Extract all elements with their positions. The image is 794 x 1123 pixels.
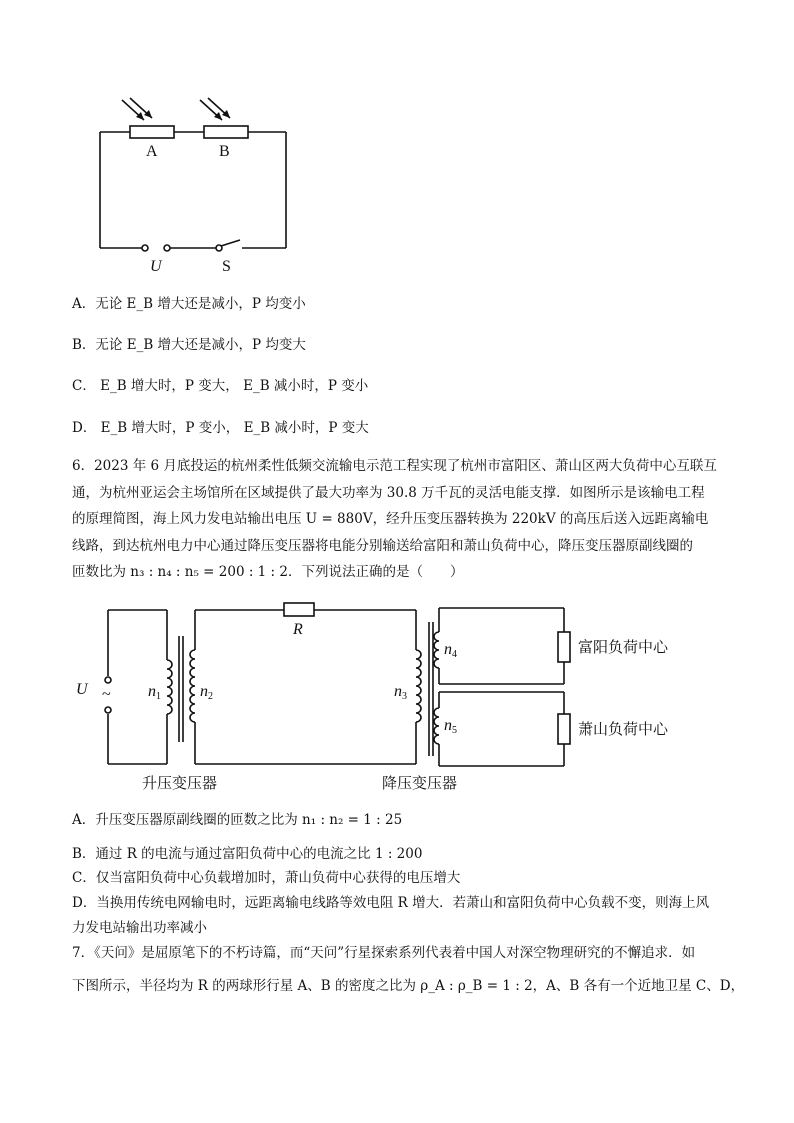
resistor-r-label: R — [293, 621, 303, 638]
step-up-transformer-label: 升压变压器 — [142, 774, 218, 792]
coil-n4-label: n4 — [444, 641, 457, 660]
load-fuyang-label: 富阳负荷中心 — [578, 638, 669, 656]
step-down-transformer-label: 降压变压器 — [382, 774, 458, 792]
source-u-label: U — [76, 681, 88, 698]
q7-stem-line-2: 下图所示，半径均为 R 的两球形行星 A、B 的密度之比为 ρ_A : ρ_B = 1 : 2，A、B 各有一个近地卫星 C、D， — [72, 978, 745, 994]
ac-tilde-symbol: ~ — [102, 686, 111, 703]
q5-option-a: A．无论 E_B 增大还是减小，P 均变小 — [72, 296, 306, 312]
q5-option-d: D． E_B 增大时，P 变小， E_B 减小时，P 变大 — [72, 420, 369, 436]
figure-transmission-circuit — [72, 596, 722, 798]
resistor-b-label: B — [219, 143, 230, 160]
resistor-a-label: A — [146, 143, 158, 160]
circuit-diagram-1 — [98, 96, 298, 278]
voltage-u-label: U — [150, 258, 162, 275]
coil-n5-label: n5 — [444, 717, 457, 736]
q6-stem-line-5: 匝数比为 n₃ : n₄ : n₅ = 200 : 1 : 2．下列说法正确的是（ ） — [72, 564, 464, 580]
load-xiaoshan-label: 萧山负荷中心 — [578, 720, 669, 738]
q5-option-c: C． E_B 增大时，P 变大， E_B 减小时，P 变小 — [72, 378, 369, 394]
circuit-diagram-2 — [72, 596, 722, 798]
q6-option-c: C．仅当富阳负荷中心负载增加时，萧山负荷中心获得的电压增大 — [72, 870, 461, 886]
figure-photoresistor-circuit — [98, 96, 298, 278]
q6-option-b: B．通过 R 的电流与通过富阳负荷中心的电流之比 1 : 200 — [72, 846, 423, 862]
q6-option-a: A．升压变压器原副线圈的匝数之比为 n₁ : n₂ = 1 : 25 — [72, 812, 403, 828]
q6-option-d-line-2: 力发电站输出功率减小 — [72, 920, 207, 936]
switch-s-label: S — [222, 258, 231, 275]
q6-stem-line-2: 通，为杭州亚运会主场馆所在区域提供了最大功率为 30.8 万千瓦的灵活电能支撑．如图所示是该输电工程 — [72, 485, 705, 501]
q6-stem-line-3: 的原理简图，海上风力发电站输出电压 U = 880V，经升压变压器转换为 220kV 的高压后送入远距离输电 — [72, 511, 709, 527]
q6-stem-line-1: 6．2023 年 6 月底投运的杭州柔性低频交流输电示范工程实现了杭州市富阳区、萧山区两大负荷中心互联互 — [72, 458, 717, 474]
q5-option-b: B．无论 E_B 增大还是减小，P 均变大 — [72, 337, 306, 353]
coil-n1-label: n1 — [148, 683, 161, 702]
q6-stem-line-4: 线路，到达杭州电力中心通过降压变压器将电能分别输送给富阳和萧山负荷中心，降压变压器原副线圈的 — [72, 538, 693, 554]
coil-n2-label: n2 — [200, 683, 213, 702]
coil-n3-label: n3 — [394, 683, 407, 702]
q6-option-d-line-1: D．当换用传统电网输电时，远距离输电线路等效电阻 R 增大．若萧山和富阳负荷中心负载不变，则海上风 — [72, 895, 710, 911]
q7-stem-line-1: 7．《天问》是屈原笔下的不朽诗篇，而“天问”行星探索系列代表着中国人对深空物理研究的不懈追求．如 — [72, 945, 696, 961]
